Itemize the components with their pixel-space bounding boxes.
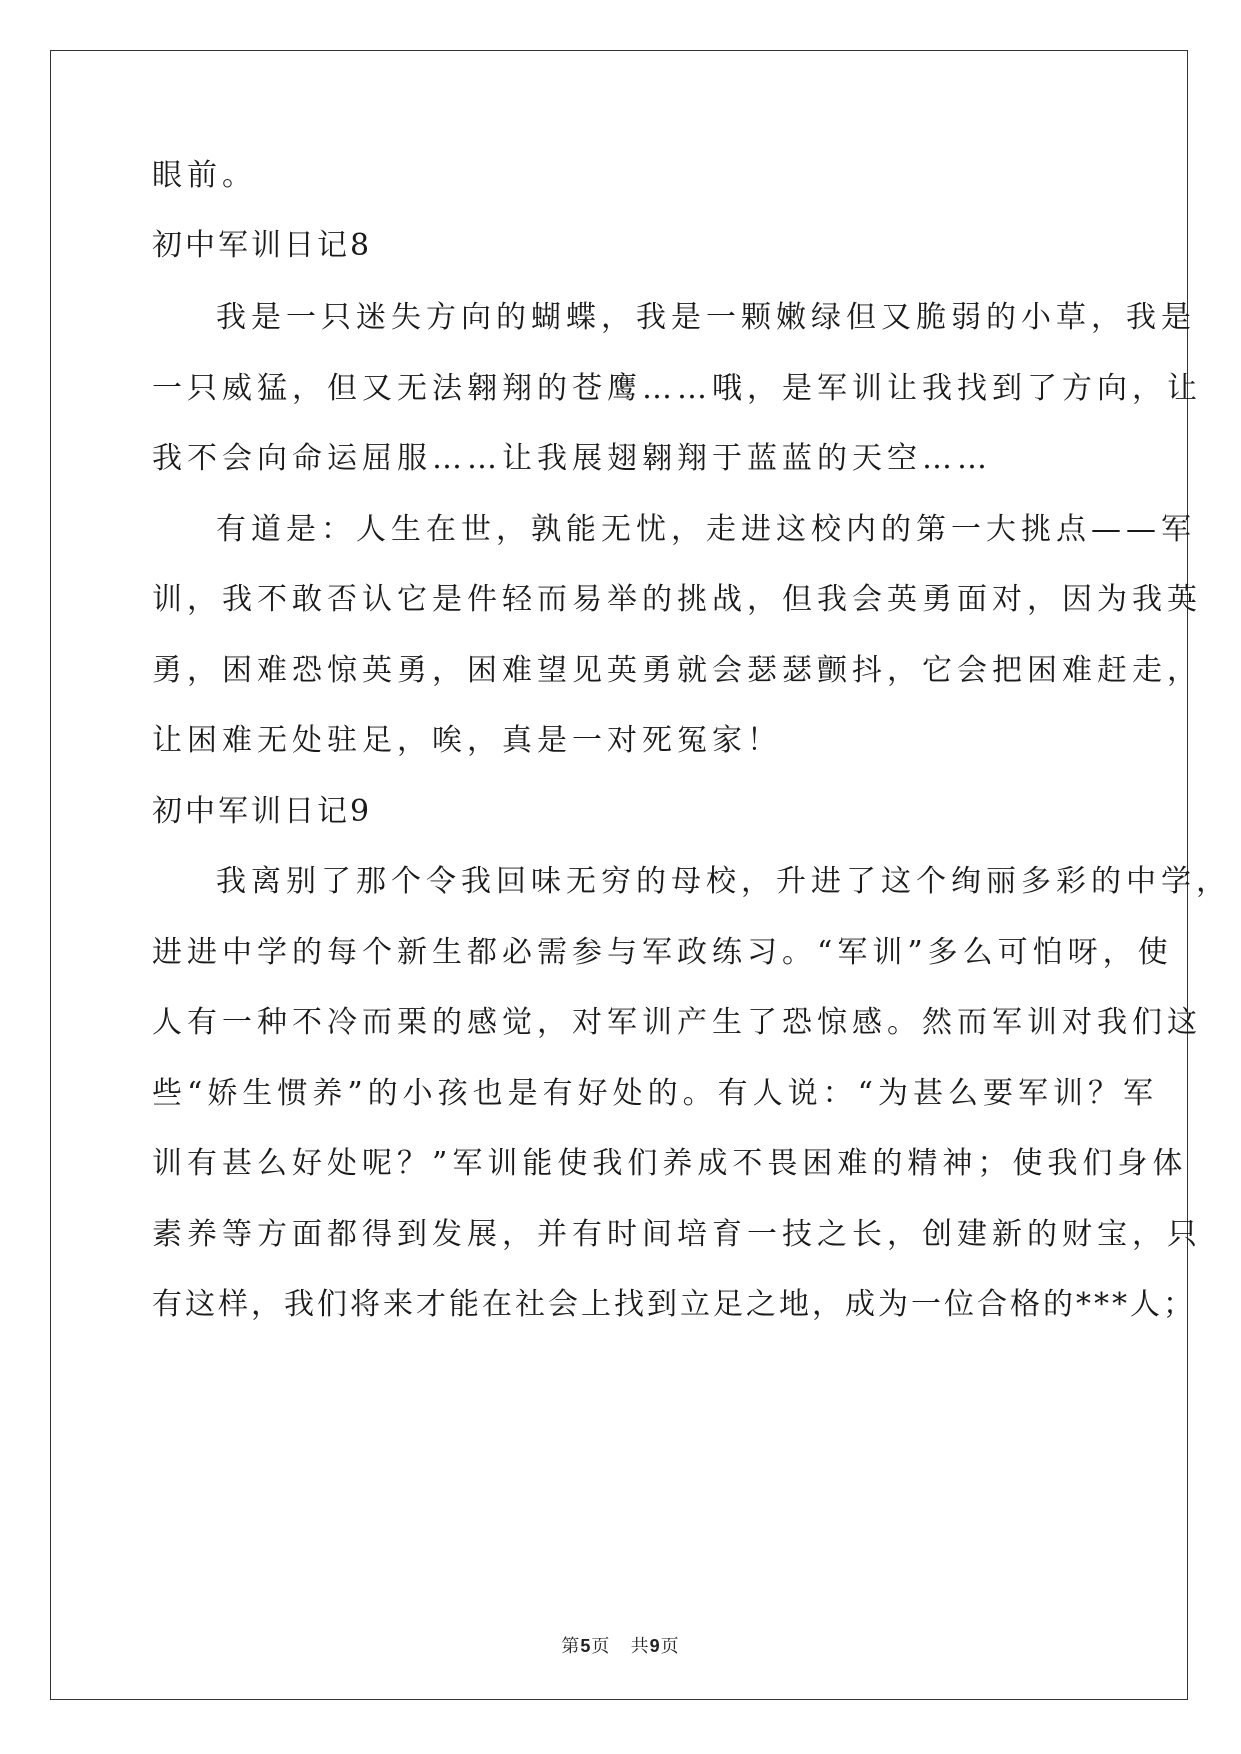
footer-prefix: 第 [561, 1636, 581, 1657]
text-line: 有这样，我们将来才能在社会上找到立足之地，成为一位合格的***人； [152, 1287, 1196, 1322]
text-line: 素养等方面都得到发展，并有时间培育一技之长，创建新的财宝，只 [152, 1217, 1202, 1252]
text-line: 我是一只迷失方向的蝴蝶，我是一颗嫩绿但又脆弱的小草，我是 [216, 300, 1196, 335]
footer-total-prefix: 共 [630, 1636, 650, 1657]
text-line: 有道是：人生在世，孰能无忧，走进这校内的第一大挑点——军 [216, 512, 1196, 547]
text-line: 些“娇生惯养”的小孩也是有好处的。有人说：“为甚么要军训？军 [152, 1076, 1159, 1111]
text-line: 一只威猛，但又无法翱翔的苍鹰……哦，是军训让我找到了方向，让 [152, 371, 1202, 406]
text-line: 让困难无处驻足，唉，真是一对死冤家！ [152, 723, 782, 758]
section-heading: 初中军训日记8 [152, 228, 373, 263]
text-line: 勇，困难恐惊英勇，困难望见英勇就会瑟瑟颤抖，它会把困难赶走， [152, 653, 1202, 688]
total-pages-number: 9 [649, 1636, 661, 1656]
text-line: 人有一种不冷而栗的感觉，对军训产生了恐惊感。然而军训对我们这 [152, 1005, 1202, 1040]
text-line: 眼前。 [152, 158, 257, 193]
footer-page-suffix: 页 [591, 1636, 611, 1657]
text-line: 训，我不敢否认它是件轻而易举的挑战，但我会英勇面对，因为我英 [152, 582, 1202, 617]
footer-total-suffix: 页 [660, 1636, 680, 1657]
text-line: 我不会向命运屈服……让我展翅翱翔于蓝蓝的天空…… [152, 441, 992, 476]
section-heading: 初中军训日记9 [152, 794, 373, 829]
current-page-number: 5 [580, 1636, 592, 1656]
text-line: 我离别了那个令我回味无穷的母校，升进了这个绚丽多彩的中学， [216, 864, 1231, 899]
page-footer [0, 1632, 1241, 1658]
text-line: 训有甚么好处呢？”军训能使我们养成不畏困难的精神；使我们身体 [152, 1146, 1188, 1181]
text-line: 进进中学的每个新生都必需参与军政练习。“军训”多么可怕呀，使 [152, 935, 1173, 970]
